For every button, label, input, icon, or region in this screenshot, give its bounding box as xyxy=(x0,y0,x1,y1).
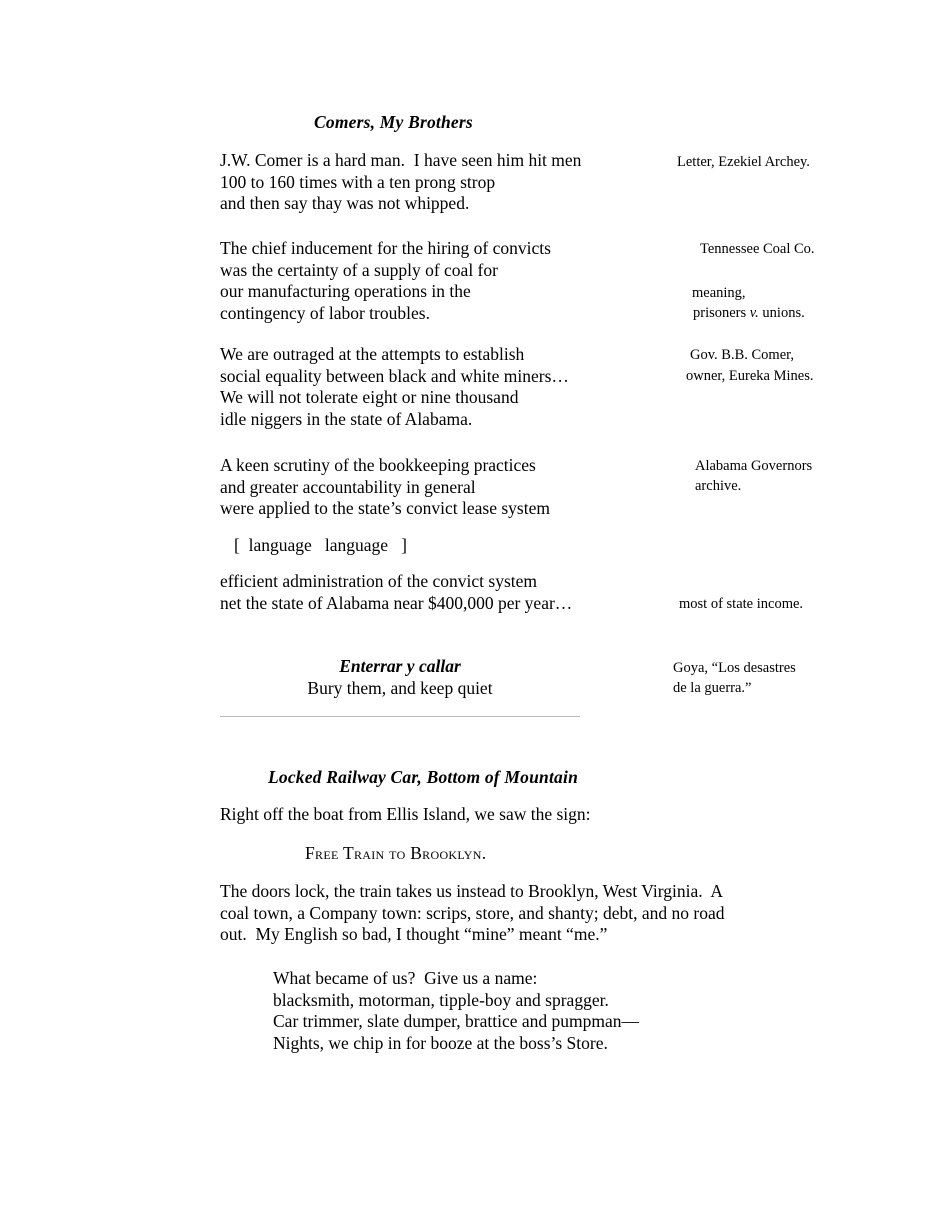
stanza-2-line-3: our manufacturing operations in the xyxy=(220,281,471,301)
margin-note-meaning: meaning, xyxy=(692,285,746,301)
sign-text-free-train-to-brooklyn: Free Train to Brooklyn. xyxy=(305,843,487,863)
poem-2-opening-line: Right off the boat from Ellis Island, we saw the sign: xyxy=(220,804,591,824)
margin-note-letter-ezekiel-archey: Letter, Ezekiel Archey. xyxy=(677,154,810,170)
stanza-2-line-1: The chief inducement for the hiring of convicts xyxy=(220,238,551,258)
stanza-4-line-1: A keen scrutiny of the bookkeeping practices xyxy=(220,455,536,475)
margin-note-owner-eureka-mines: owner, Eureka Mines. xyxy=(686,368,814,384)
stanza-5-line-2: net the state of Alabama near $400,000 per year… xyxy=(220,592,573,613)
poem-2-prose-line-3: out. My English so bad, I thought “mine” meant “me.” xyxy=(220,924,608,944)
stanza-1-line-3: and then say thay was not whipped. xyxy=(220,193,470,213)
stanza-2-line-2: was the certainty of a supply of coal for xyxy=(220,259,498,280)
section-divider xyxy=(220,716,580,717)
stanza-3-line-1: We are outraged at the attempts to establish xyxy=(220,344,525,364)
margin-note-prisoners-v-unions: prisoners v. unions. xyxy=(693,305,805,321)
coda-translation-line: Bury them, and keep quiet xyxy=(307,678,493,698)
margin-note-archive: archive. xyxy=(695,478,742,494)
margin-note-gov-bb-comer: Gov. B.B. Comer, xyxy=(690,347,795,363)
stanza-4-line-3: were applied to the state’s convict lease system xyxy=(220,498,550,518)
margin-note-versus-abbrev: v. xyxy=(749,305,759,321)
poem-2-prose-line-2: coal town, a Company town: scrips, store, and shanty; debt, and no road xyxy=(220,902,725,923)
stanza-3-line-2: social equality between black and white miners… xyxy=(220,365,569,386)
stanza-1-line-2: 100 to 160 times with a ten prong strop xyxy=(220,171,496,192)
stanza-2-line-4: contingency of labor troubles. xyxy=(220,302,430,323)
poem-2-closing-line-4: Nights, we chip in for booze at the boss’s Store. xyxy=(273,1032,608,1053)
poem-2-closing-line-1: What became of us? Give us a name: xyxy=(273,968,538,988)
margin-note-tennessee-coal-co: Tennessee Coal Co. xyxy=(700,241,815,257)
stanza-3-line-4: idle niggers in the state of Alabama. xyxy=(220,408,473,429)
poem-title-comers-my-brothers: Comers, My Brothers xyxy=(314,112,473,132)
stanza-3-line-3: We will not tolerate eight or nine thousand xyxy=(220,387,519,407)
poem-title-locked-railway-car: Locked Railway Car, Bottom of Mountain xyxy=(268,767,578,787)
stanza-4-line-2: and greater accountability in general xyxy=(220,476,476,497)
margin-note-goya-title-part-2: de la guerra.” xyxy=(673,680,752,696)
margin-note-alabama-governors: Alabama Governors xyxy=(695,458,813,474)
bracket-erasure-line: [ language language ] xyxy=(234,535,407,555)
poem-2-closing-line-2: blacksmith, motorman, tipple-boy and spragger. xyxy=(273,989,609,1010)
poem-2-closing-line-3: Car trimmer, slate dumper, brattice and pumpman— xyxy=(273,1011,639,1031)
coda-spanish-line: Enterrar y callar xyxy=(339,656,461,676)
stanza-5-line-1: efficient administration of the convict system xyxy=(220,571,538,591)
margin-note-goya-title-part-1: Goya, “Los desastres xyxy=(673,660,796,676)
margin-note-most-of-state-income: most of state income. xyxy=(679,596,804,612)
stanza-1-line-1: J.W. Comer is a hard man. I have seen him hit men xyxy=(220,150,582,170)
poem-2-prose-line-1: The doors lock, the train takes us instead to Brooklyn, West Virginia. A xyxy=(220,881,724,901)
